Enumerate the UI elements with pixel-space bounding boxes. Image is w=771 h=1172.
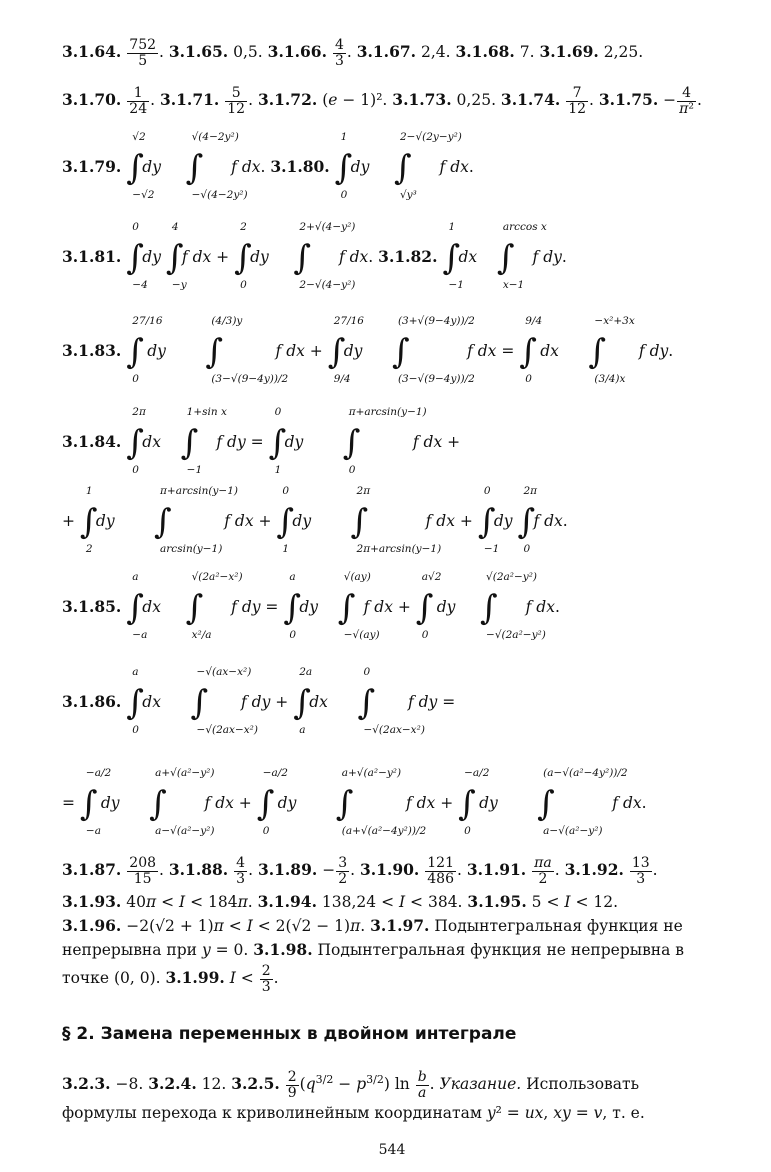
answers-row-13: 3.1.96. −2(√2 + 1)π < I < 2(√2 − 1)π. 3.1.97. Подынтегральная функция не: [62, 916, 683, 935]
answers-row-6: 3.1.84. 2π ∫ 0 dx 1+sin x ∫ −1 f dy = 0 ∫ 1 dy π+arcsin(y−1) ∫ 0 f dx +: [62, 406, 461, 476]
answers-row-8: 3.1.85. a ∫ −a dx √(2a²−x²) ∫ x²/a f dy = a ∫ 0 dy √(ay) ∫ −√(ay) f dx + a√2 ∫ 0 dy √(2a²−y²) ∫ −√(2a²−y²) f dx.: [62, 571, 560, 641]
answers-row-15: точке (0, 0). 3.1.99. I < $\frac{2}{3}$ .: [62, 963, 279, 995]
answers-row-9: 3.1.86. a ∫ 0 dx −√(ax−x²) ∫ −√(2ax−x²) f dy + 2a ∫ a dx 0 ∫ −√(2ax−x²) f dy =: [62, 666, 456, 736]
section-title: § 2. Замена переменных в двойном интеграле: [62, 1024, 517, 1044]
answers-row-12: 3.1.93. 40π < I < 184π. 3.1.94. 138,24 < I < 384. 3.1.95. 5 < I < 12.: [62, 892, 619, 911]
answers-row-10: = −a/2 ∫ −a dy a+√(a²−y²) ∫ a−√(a²−y²) f dx + −a/2 ∫ 0 dy a+√(a²−y²) ∫ (a+√(a²−4y²))/2 f dx + −a/2 ∫ 0 dy (a−√(a²−4y²))/2 ∫ a−√(a²−y²) f dx.: [62, 767, 647, 837]
answers-row-4: 3.1.81. 0 ∫ −4 dy 4 ∫ −y f dx + 2 ∫ 0 dy 2+√(4−y²) ∫ 2−√(4−y²) f dx. 3.1.82. 1 ∫ −1 dx arccos x ∫ x−1 f dy.: [62, 221, 567, 291]
answers-row-11: 3.1.87. $\frac{208}{15}$ . 3.1.88. $\frac{4}{3}$ . 3.1.89. − $\frac{3}{2}$ . 3.1.90. $\frac{121}{486}$ . 3.1.91. $\frac{\pi a}{2}$ . 3.1.92. $\frac{13}{3}$ .: [62, 855, 658, 887]
sec2-row-1: 3.2.3. −8. 3.2.4. 12. 3.2.5. $\frac{2}{9}$ $(q^{3/2} - p^{3/2})$ ln $\frac{b}{a}$ . Указание. Использовать: [62, 1069, 640, 1101]
answers-row-14: непрерывна при y = 0. 3.1.98. Подынтегральная функция не непрерывна в: [62, 940, 685, 959]
page-number: 544: [378, 1142, 406, 1158]
answers-row-1: 3.1.64. $\frac{752}{5}$ . 3.1.65. 0,5. 3.1.66. $\frac{4}{3}$ . 3.1.67. 2,4. 3.1.68. 7. 3.1.69. 2,25.: [62, 37, 644, 69]
sec2-row-2: формулы перехода к криволинейным координатам y² = ux, xy = v, т. е.: [62, 1104, 645, 1122]
answers-row-7: + 1 ∫ 2 dy π+arcsin(y−1) ∫ arcsin(y−1) f dx + 0 ∫ 1 dy 2π ∫ 2π+arcsin(y−1) f dx + 0 ∫ −1 dy 2π ∫ 0 f dx.: [62, 485, 568, 555]
answers-row-5: 3.1.83. 27/16 ∫ 0 dy (4/3)y ∫ (3−√(9−4y))/2 f dx + 27/16 ∫ 9/4 dy (3+√(9−4y))/2 ∫ (3−√(9−4y))/2 f dx = 9/4 ∫ 0 dx −x²+3x ∫ (3/4)x f dy.: [62, 315, 674, 385]
answers-row-3: 3.1.79. √2 ∫ −√2 dy √(4−2y²) ∫ −√(4−2y²) f dx. 3.1.80. 1 ∫ 0 dy 2−√(2y−y²) ∫ √y³ f dx.: [62, 131, 474, 201]
answers-row-2: 3.1.70. $\frac{1}{24}$ . 3.1.71. $\frac{5}{12}$ . 3.1.72. (e − 1)². 3.1.73. 0,25. 3.1.74. $\frac{7}{12}$ . 3.1.75. − $\frac{4}{\text{π²}}$ .: [62, 85, 702, 117]
